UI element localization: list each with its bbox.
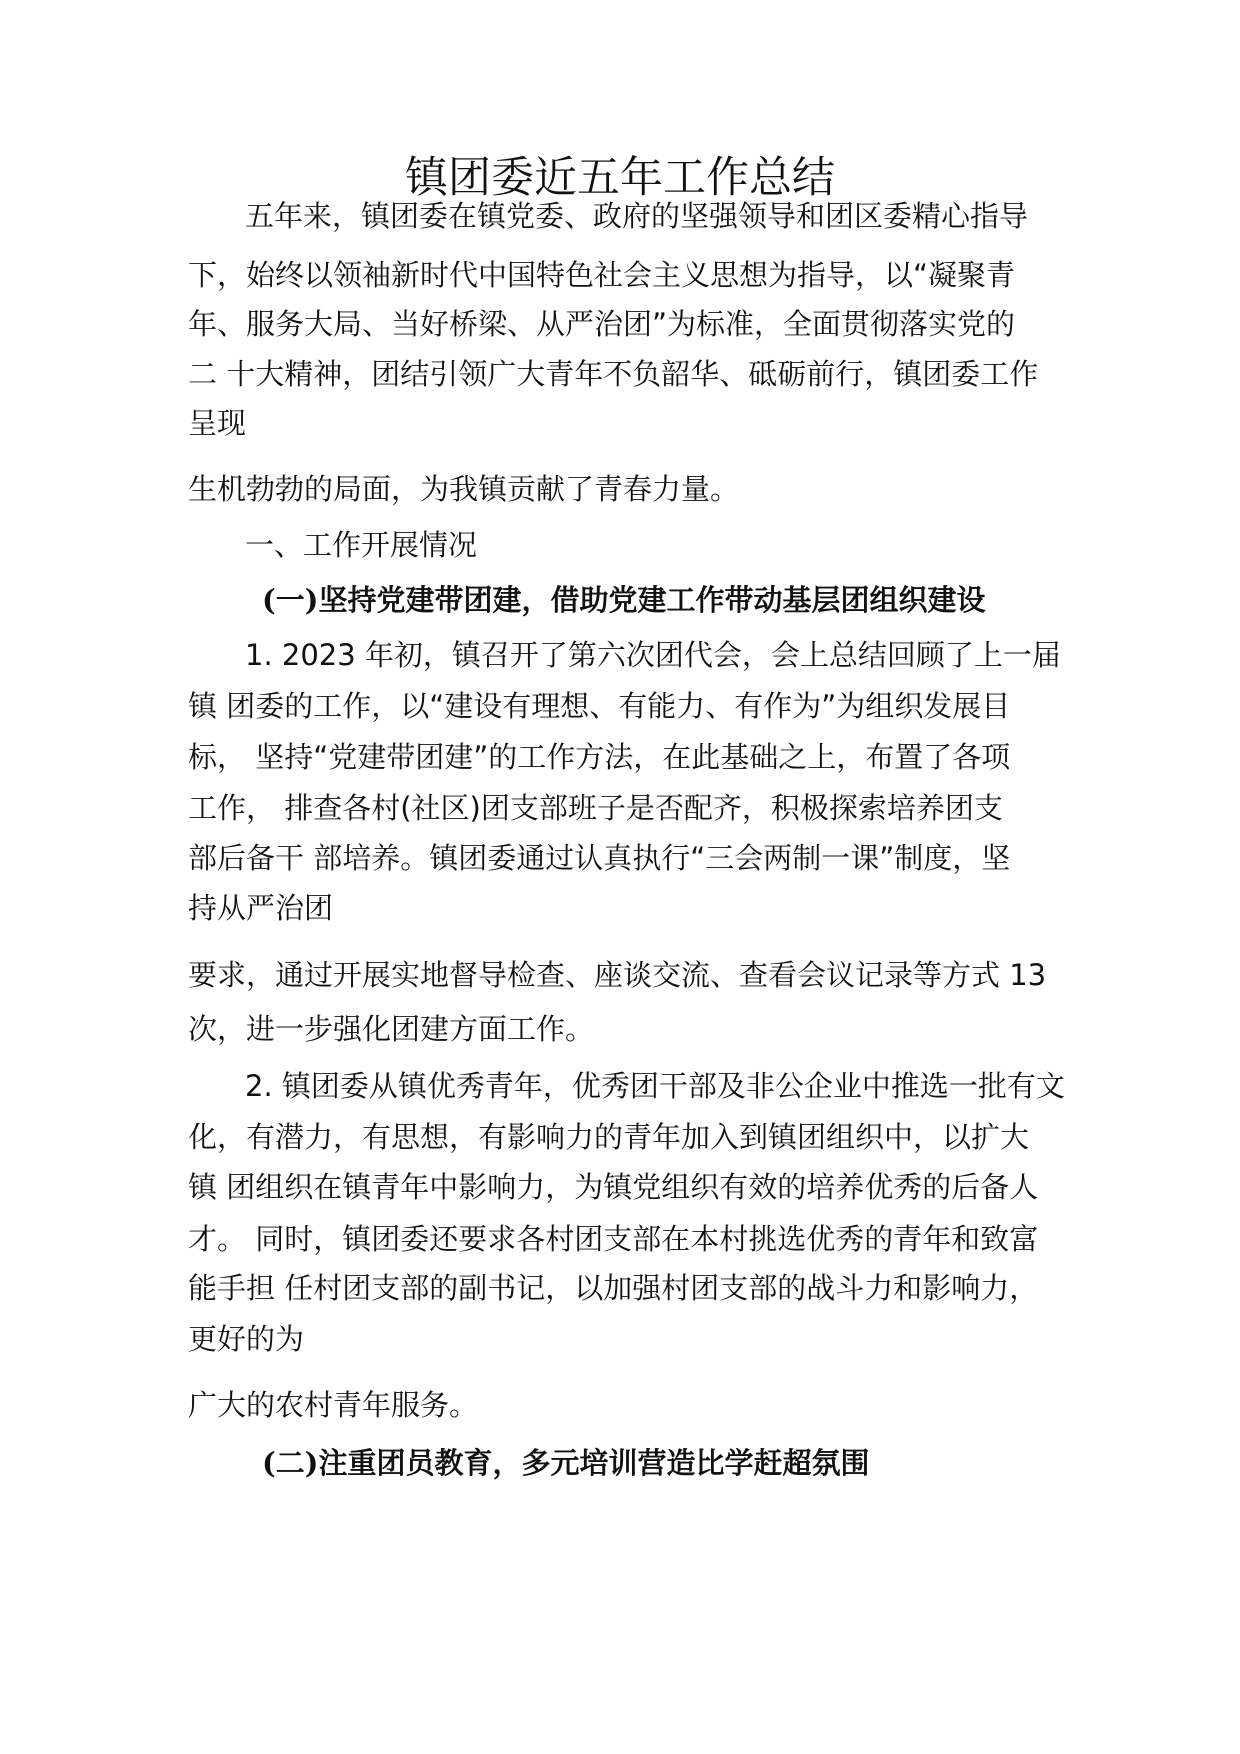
paragraph-line: 二 十大精神，团结引领广大青年不负韶华、砥砺前行，镇团委工作	[188, 357, 1039, 391]
paragraph-line: 化，有潜力，有思想，有影响力的青年加入到镇团组织中，以扩大	[188, 1120, 1030, 1154]
paragraph-line: 能手担 任村团支部的副书记，以加强村团支部的战斗力和影响力，	[188, 1271, 1039, 1305]
paragraph-line: 广大的农村青年服务。	[188, 1388, 479, 1422]
paragraph-line: 2. 镇团委从镇优秀青年，优秀团干部及非公企业中推选一批有文	[245, 1069, 1065, 1103]
subsection-heading: (二)注重团员教育，多元培训营造比学赶超氛围	[262, 1446, 870, 1480]
section-heading: 一、工作开展情况	[245, 528, 478, 562]
subsection-heading: (一)坚持党建带团建，借助党建工作带动基层团组织建设	[262, 583, 986, 617]
paragraph-line: 要求，通过开展实地督导检查、座谈交流、查看会议记录等方式 13	[188, 958, 1047, 992]
paragraph-line: 部后备干 部培养。镇团委通过认真执行“三会两制一课”制度，坚	[188, 841, 1011, 875]
paragraph-line: 呈现	[188, 406, 247, 440]
paragraph-line: 生机勃勃的局面，为我镇贡献了青春力量。	[188, 472, 740, 506]
paragraph-line: 五年来，镇团委在镇党委、政府的坚强领导和团区委精心指导	[245, 199, 1029, 233]
paragraph-line: 更好的为	[188, 1322, 305, 1356]
paragraph-line: 才。 同时，镇团委还要求各村团支部在本村挑选优秀的青年和致富	[188, 1222, 1039, 1256]
paragraph-line: 年、服务大局、当好桥梁、从严治团”为标准，全面贯彻落实党的	[188, 307, 1016, 341]
paragraph-line: 1. 2023 年初，镇召开了第六次团代会，会上总结回顾了上一届	[245, 638, 1061, 672]
paragraph-line: 下，始终以领袖新时代中国特色社会主义思想为指导，以“凝聚青	[188, 258, 1016, 292]
paragraph-line: 镇 团委的工作，以“建设有理想、有能力、有作为”为组织发展目	[188, 689, 1011, 723]
paragraph-line: 次，进一步强化团建方面工作。	[188, 1012, 595, 1046]
paragraph-line: 镇 团组织在镇青年中影响力，为镇党组织有效的培养优秀的后备人	[188, 1170, 1039, 1204]
paragraph-line: 标， 坚持“党建带团建”的工作方法，在此基础之上，布置了各项	[188, 740, 1011, 774]
paragraph-line: 持从严治团	[188, 891, 334, 925]
paragraph-line: 工作， 排查各村(社区)团支部班子是否配齐，积极探索培养团支	[188, 791, 1003, 825]
document-title: 镇团委近五年工作总结	[405, 153, 835, 203]
